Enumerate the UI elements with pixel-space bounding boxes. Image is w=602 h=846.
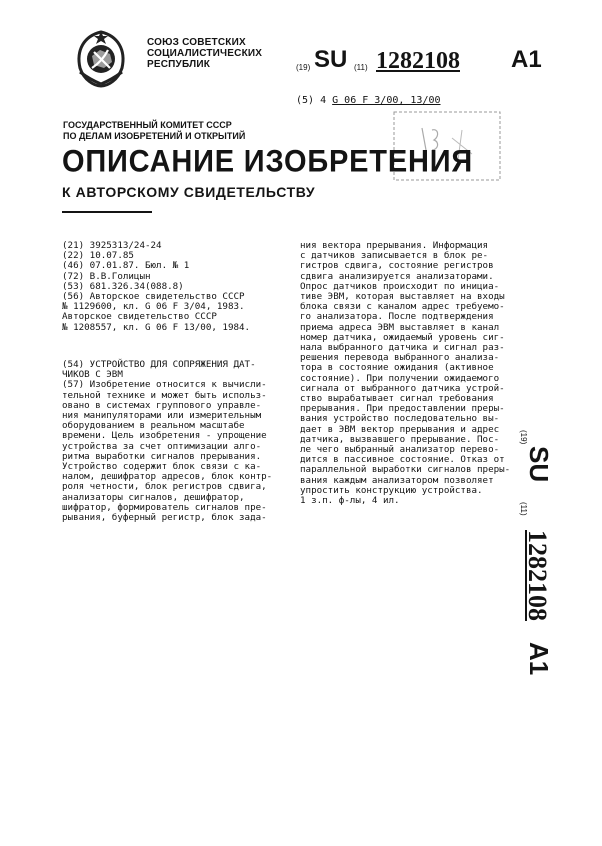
side-code-19: (19) — [519, 430, 528, 445]
country-code: SU — [314, 46, 348, 73]
abstract-line: оборудованием в реальном масштабе — [62, 420, 245, 432]
abstract-line: дится в пассивное состояние. Отказ от — [300, 454, 505, 466]
code-19: (19) — [296, 63, 311, 72]
committee-line: ГОСУДАРСТВЕННЫЙ КОМИТЕТ СССР — [63, 120, 232, 130]
abstract-line: прерывания. При предоставлении преры- — [300, 403, 505, 415]
patent-number: 1282108 — [376, 48, 460, 74]
abstract-line: ЧИКОВ С ЭВМ — [62, 369, 123, 381]
ipc-classification — [296, 95, 441, 106]
side-patent-number — [516, 430, 556, 676]
bibliographic-data — [62, 241, 250, 333]
abstract-right — [300, 241, 510, 506]
meta-line: (72) В.В.Голицын — [62, 270, 151, 282]
abstract-line: (54) УСТРОЙСТВО ДЛЯ СОПРЯЖЕНИЯ ДАТ- — [62, 359, 256, 370]
abstract-line: тельной технике и может быть использ- — [62, 389, 267, 401]
code-11: (11) — [354, 63, 368, 72]
abstract-line: сдвига анализируется анализаторами. — [300, 270, 494, 282]
document-subtitle: К АВТОРСКОМУ СВИДЕТЕЛЬСТВУ — [62, 184, 316, 200]
abstract-line: упростить конструкцию устройства. — [300, 484, 483, 496]
abstract-line: вания устройство последовательно вы- — [300, 413, 500, 425]
abstract-line: анализаторы сигналов, дешифратор, — [62, 491, 245, 503]
abstract-line: ния манипуляторами или измерительным — [62, 410, 262, 422]
abstract-line: шифратор, формирователь сигналов пре- — [62, 501, 267, 513]
abstract-line: Устройство содержит блок связи с ка- — [62, 461, 262, 473]
abstract-line: сигнала от выбранного датчика устрой- — [300, 382, 505, 394]
abstract-line: номер датчика, ожидаемый уровень сиг- — [300, 331, 505, 343]
title-rule — [62, 211, 152, 213]
abstract-line: состояние). При получении ожидаемого — [300, 372, 500, 384]
union-name — [147, 37, 287, 70]
union-line: СОЦИАЛИСТИЧЕСКИХ — [147, 48, 263, 59]
abstract-line: рывания, буферный регистр, блок зада- — [62, 512, 267, 524]
abstract-line: (57) Изобретение относится к вычисли- — [62, 379, 267, 391]
side-kind-code: A1 — [524, 642, 554, 676]
union-line: РЕСПУБЛИК — [147, 59, 211, 70]
abstract-line: ритма выработки сигналов прерывания. — [62, 450, 262, 462]
abstract-line: ния вектора прерывания. Информация — [300, 240, 489, 251]
abstract-line: тиве ЭВМ, которая выставляет на входы — [300, 291, 505, 303]
side-number: 1282108 — [523, 530, 552, 621]
abstract-line: решения перевода выбранного анализа- — [300, 352, 500, 364]
abstract-line: 1 з.п. ф-лы, 4 ил. — [300, 495, 400, 507]
abstract-line: приема адреса ЭВМ выставляет в канал — [300, 321, 500, 333]
abstract-line: тора в состояние ожидания (активное — [300, 362, 494, 374]
abstract-line: ле чего выбранный анализатор перево- — [300, 444, 500, 456]
meta-line: (21) 3925313/24-24 — [62, 240, 162, 251]
meta-line: (46) 07.01.87. Бюл. № 1 — [62, 260, 190, 272]
abstract-line: Опрос датчиков происходит по инициа- — [300, 280, 500, 292]
committee-line: ПО ДЕЛАМ ИЗОБРЕТЕНИЙ И ОТКРЫТИЙ — [63, 131, 246, 141]
abstract-line: с датчиков записывается в блок ре- — [300, 250, 489, 262]
abstract-line: овано в системах группового управле- — [62, 399, 262, 411]
meta-line: № 1208557, кл. G 06 F 13/00, 1984. — [62, 321, 251, 333]
abstract-line: дает в ЭВМ вектор прерывания и адрес — [300, 423, 500, 435]
abstract-line: ство вырабатывает сигнал требования — [300, 393, 494, 405]
abstract-line: вания каждым анализатором позволяет — [300, 474, 494, 486]
side-country-code: SU — [524, 446, 554, 483]
abstract-line: налом, дешифратор адресов, блок контр- — [62, 471, 273, 483]
side-code-11: (11) — [519, 502, 528, 516]
union-line: СОЮЗ СОВЕТСКИХ — [147, 37, 246, 48]
abstract-line: роля четности, блок регистров сдвига, — [62, 481, 267, 493]
document-title: ОПИСАНИЕ ИЗОБРЕТЕНИЯ — [62, 144, 473, 180]
abstract-line: параллельной выработки сигналов преры- — [300, 464, 511, 476]
meta-line: Авторское свидетельство СССР — [62, 311, 217, 323]
abstract-line: гистров сдвига, состояние регистров — [300, 260, 494, 272]
abstract-left — [62, 360, 272, 523]
meta-line: (53) 681.326.34(088.8) — [62, 280, 184, 292]
abstract-line: го анализатора. После подтверждения — [300, 311, 494, 323]
abstract-line: нала выбранного датчика и сигнал раз- — [300, 342, 505, 354]
kind-code: A1 — [511, 46, 542, 73]
abstract-line: блока связи с каналом адрес требуемо- — [300, 301, 505, 313]
publication-number — [296, 46, 576, 76]
ipc-code: (5) 4 — [296, 95, 327, 106]
abstract-line: датчика, вызвавшего прерывание. Пос- — [300, 433, 500, 445]
meta-line: (22) 10.07.85 — [62, 250, 134, 262]
ussr-emblem — [70, 28, 132, 90]
abstract-line: устройства за счет оптимизации алго- — [62, 440, 262, 452]
ipc-classes: G 06 F 3/00, 13/00 — [332, 95, 441, 106]
meta-line: (56) Авторское свидетельство СССР — [62, 291, 245, 303]
meta-line: № 1129600, кл. G 06 F 3/04, 1983. — [62, 301, 245, 313]
committee-name — [63, 120, 283, 142]
abstract-line: времени. Цель изобретения - упрощение — [62, 430, 267, 442]
